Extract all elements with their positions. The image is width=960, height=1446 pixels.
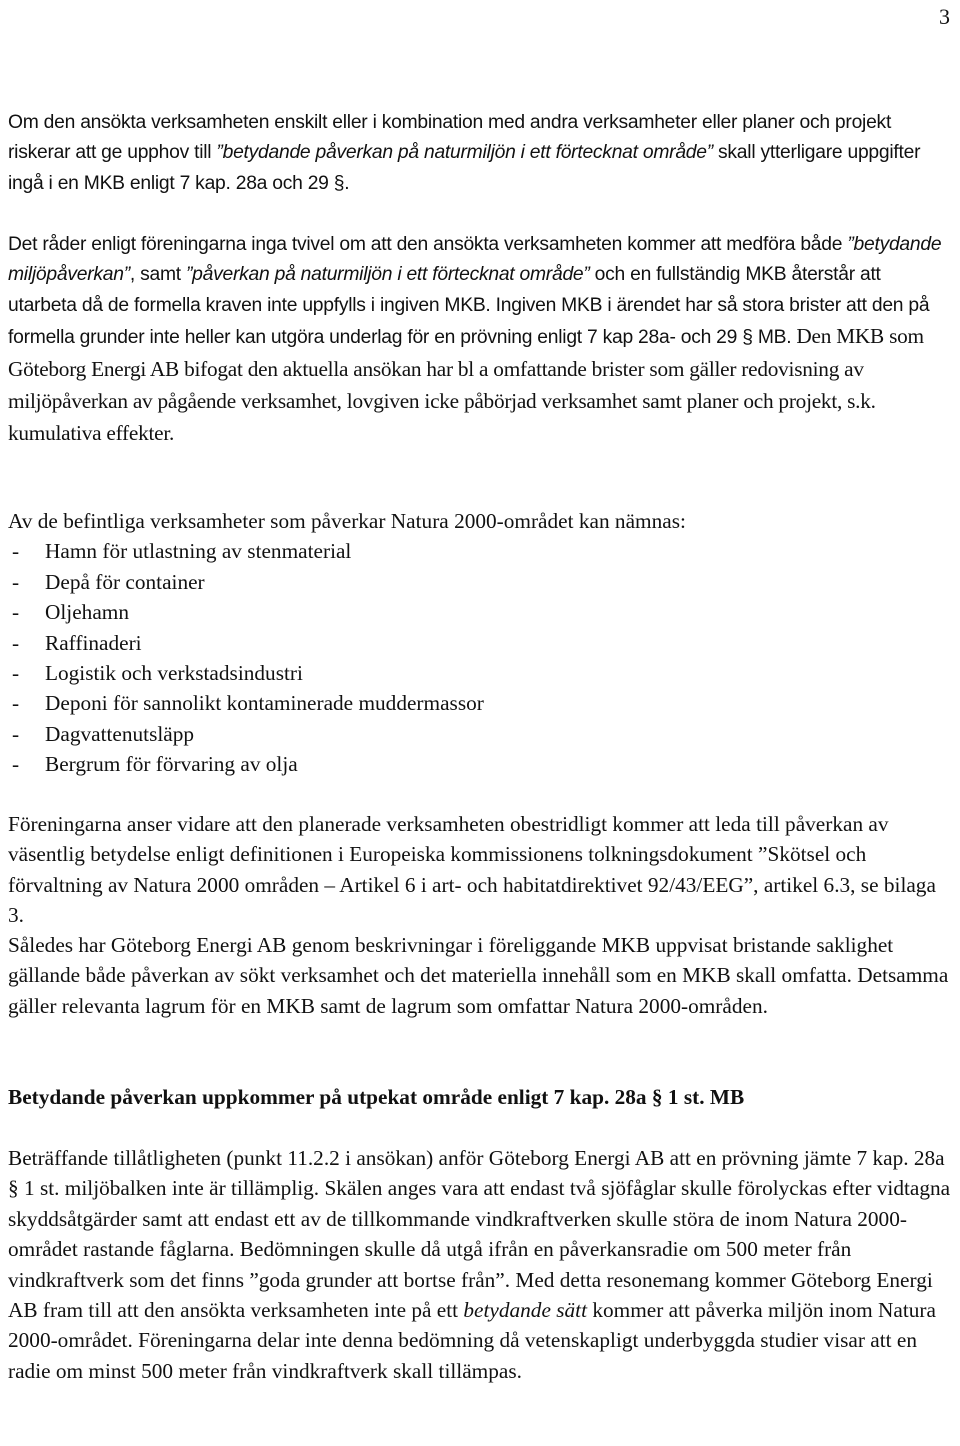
- existing-activities-section: [8, 506, 953, 780]
- paragraph-mkb-requirement: [8, 108, 953, 199]
- p6-text-1: Beträffande tillåtligheten (punkt 11.2.2 i ansökan) anför Göteborg Energi AB att en prövning jämte 7 kap. 28a § 1 st. miljöbalken inte är tillämplig. Skälen anges vara att endast två sjöfåglar skulle förolyckas efter vidtagna skyddsåtgärder samt att endast ett av de tillkommande vindkraftverken skulle störa de inom Natura 2000-området rastande fåglarna. Bedömningen skulle då utgå ifrån en påverkansradie om 500 meter från vindkraftverk som det finns ”goda grunder att bortse från”. Med detta resonemang kommer Göteborg Energi AB fram till att den ansökta verksamheten inte på ett: [8, 1146, 951, 1323]
- list-dash: -: [12, 600, 20, 625]
- list-item: [8, 536, 953, 566]
- list-item: [8, 597, 953, 627]
- list-item: [8, 658, 953, 688]
- p2-text-1: Det råder enligt föreningarna inga tvivel om att den ansökta verksamheten kommer att medföra både: [8, 234, 848, 255]
- list-dash: -: [12, 691, 20, 716]
- list-dash: -: [12, 721, 20, 746]
- p2-text-4: Den MKB som Göteborg Energi AB bifogat den aktuella ansökan har bl a omfattande brister som gäller redovisning av miljöpåverkan av pågående verksamhet, lovgiven icke påbörjad verksamhet samt planer och projekt, s.k. kumulativa effekter.: [8, 324, 924, 446]
- existing-activities-list: [8, 536, 953, 779]
- paragraph-associations-view: [8, 230, 953, 451]
- list-item: [8, 628, 953, 658]
- existing-activities-intro: Av de befintliga verksamheter som påverkar Natura 2000-området kan nämnas:: [8, 509, 686, 533]
- paragraph-insufficient-objectivity: Således har Göteborg Energi AB genom beskrivningar i föreliggande MKB uppvisat bristande saklighet gällande både påverkan av sökt verksamhet och det materiella innehåll som en MKB skall omfatta. Detsamma gäller relevanta lagrum för en MKB samt de lagrum som omfattar Natura 2000-områden.: [8, 933, 949, 1018]
- list-item: [8, 567, 953, 597]
- list-dash: -: [12, 630, 20, 655]
- list-item-text: Depå för container: [45, 569, 205, 594]
- list-dash: -: [12, 569, 20, 594]
- list-dash: -: [12, 752, 20, 777]
- p6-emphasis: betydande sätt: [463, 1298, 588, 1323]
- list-dash: -: [12, 539, 20, 564]
- list-item: [8, 749, 953, 779]
- list-item-text: Deponi för sannolikt kontaminerade muddermassor: [45, 691, 484, 716]
- paragraph-permissibility: [8, 1143, 953, 1386]
- p2-emphasis-1: ”betydande miljöpåverkan”: [8, 234, 942, 286]
- list-item-text: Logistik och verkstadsindustri: [45, 661, 303, 686]
- list-item: [8, 719, 953, 749]
- p2-text-2: , samt: [129, 264, 186, 286]
- paragraph-significant-impact: Föreningarna anser vidare att den planerade verksamheten obestridligt kommer att leda till påverkan av väsentlig betydelse enligt definitionen i Europeiska kommissionens tolkningsdokument ”Skötsel och förvaltning av Natura 2000 områden – Artikel 6 i art- och habitatdirektivet 92/43/EEG”, artikel 6.3, se bilaga 3.: [8, 812, 936, 928]
- list-item-text: Hamn för utlastning av stenmaterial: [45, 539, 352, 564]
- p2-text-3: och en fullständig MKB återstår att utarbeta då de formella kraven inte uppfylls i ingiven MKB. Ingiven MKB i ärendet har så stora brister att den på formella grunder inte heller kan utgöra underlag för en prövning enligt 7 kap 28a- och 29 § MB.: [8, 264, 930, 349]
- p2-emphasis-2: ”påverkan på naturmiljön i ett förtecknat område”: [186, 264, 590, 286]
- list-item: [8, 688, 953, 718]
- list-item-text: Dagvattenutsläpp: [45, 721, 195, 746]
- page-number: 3: [939, 4, 950, 29]
- p1-text-1: Om den ansökta verksamheten enskilt eller i kombination med andra verksamheter eller planer och projekt riskerar att ge upphov till: [8, 112, 892, 164]
- list-item-text: Raffinaderi: [45, 630, 142, 655]
- p1-text-2: skall ytterligare uppgifter ingå i en MKB enligt 7 kap. 28a och 29 §.: [8, 142, 921, 194]
- list-item-text: Oljehamn: [45, 600, 129, 625]
- section-heading: Betydande påverkan uppkommer på utpekat område enligt 7 kap. 28a § 1 st. MB: [8, 1085, 745, 1109]
- list-dash: -: [12, 661, 20, 686]
- p6-text-2: kommer att påverka miljön inom Natura 2000-området. Föreningarna delar inte denna bedömning då vetenskapligt underbyggda studier visar att en radie om minst 500 meter från vindkraftverk skall tillämpas.: [8, 1298, 936, 1383]
- list-item-text: Bergrum för förvaring av olja: [45, 752, 298, 777]
- p1-emphasis: ”betydande påverkan på naturmiljön i ett förtecknat område”: [216, 142, 713, 164]
